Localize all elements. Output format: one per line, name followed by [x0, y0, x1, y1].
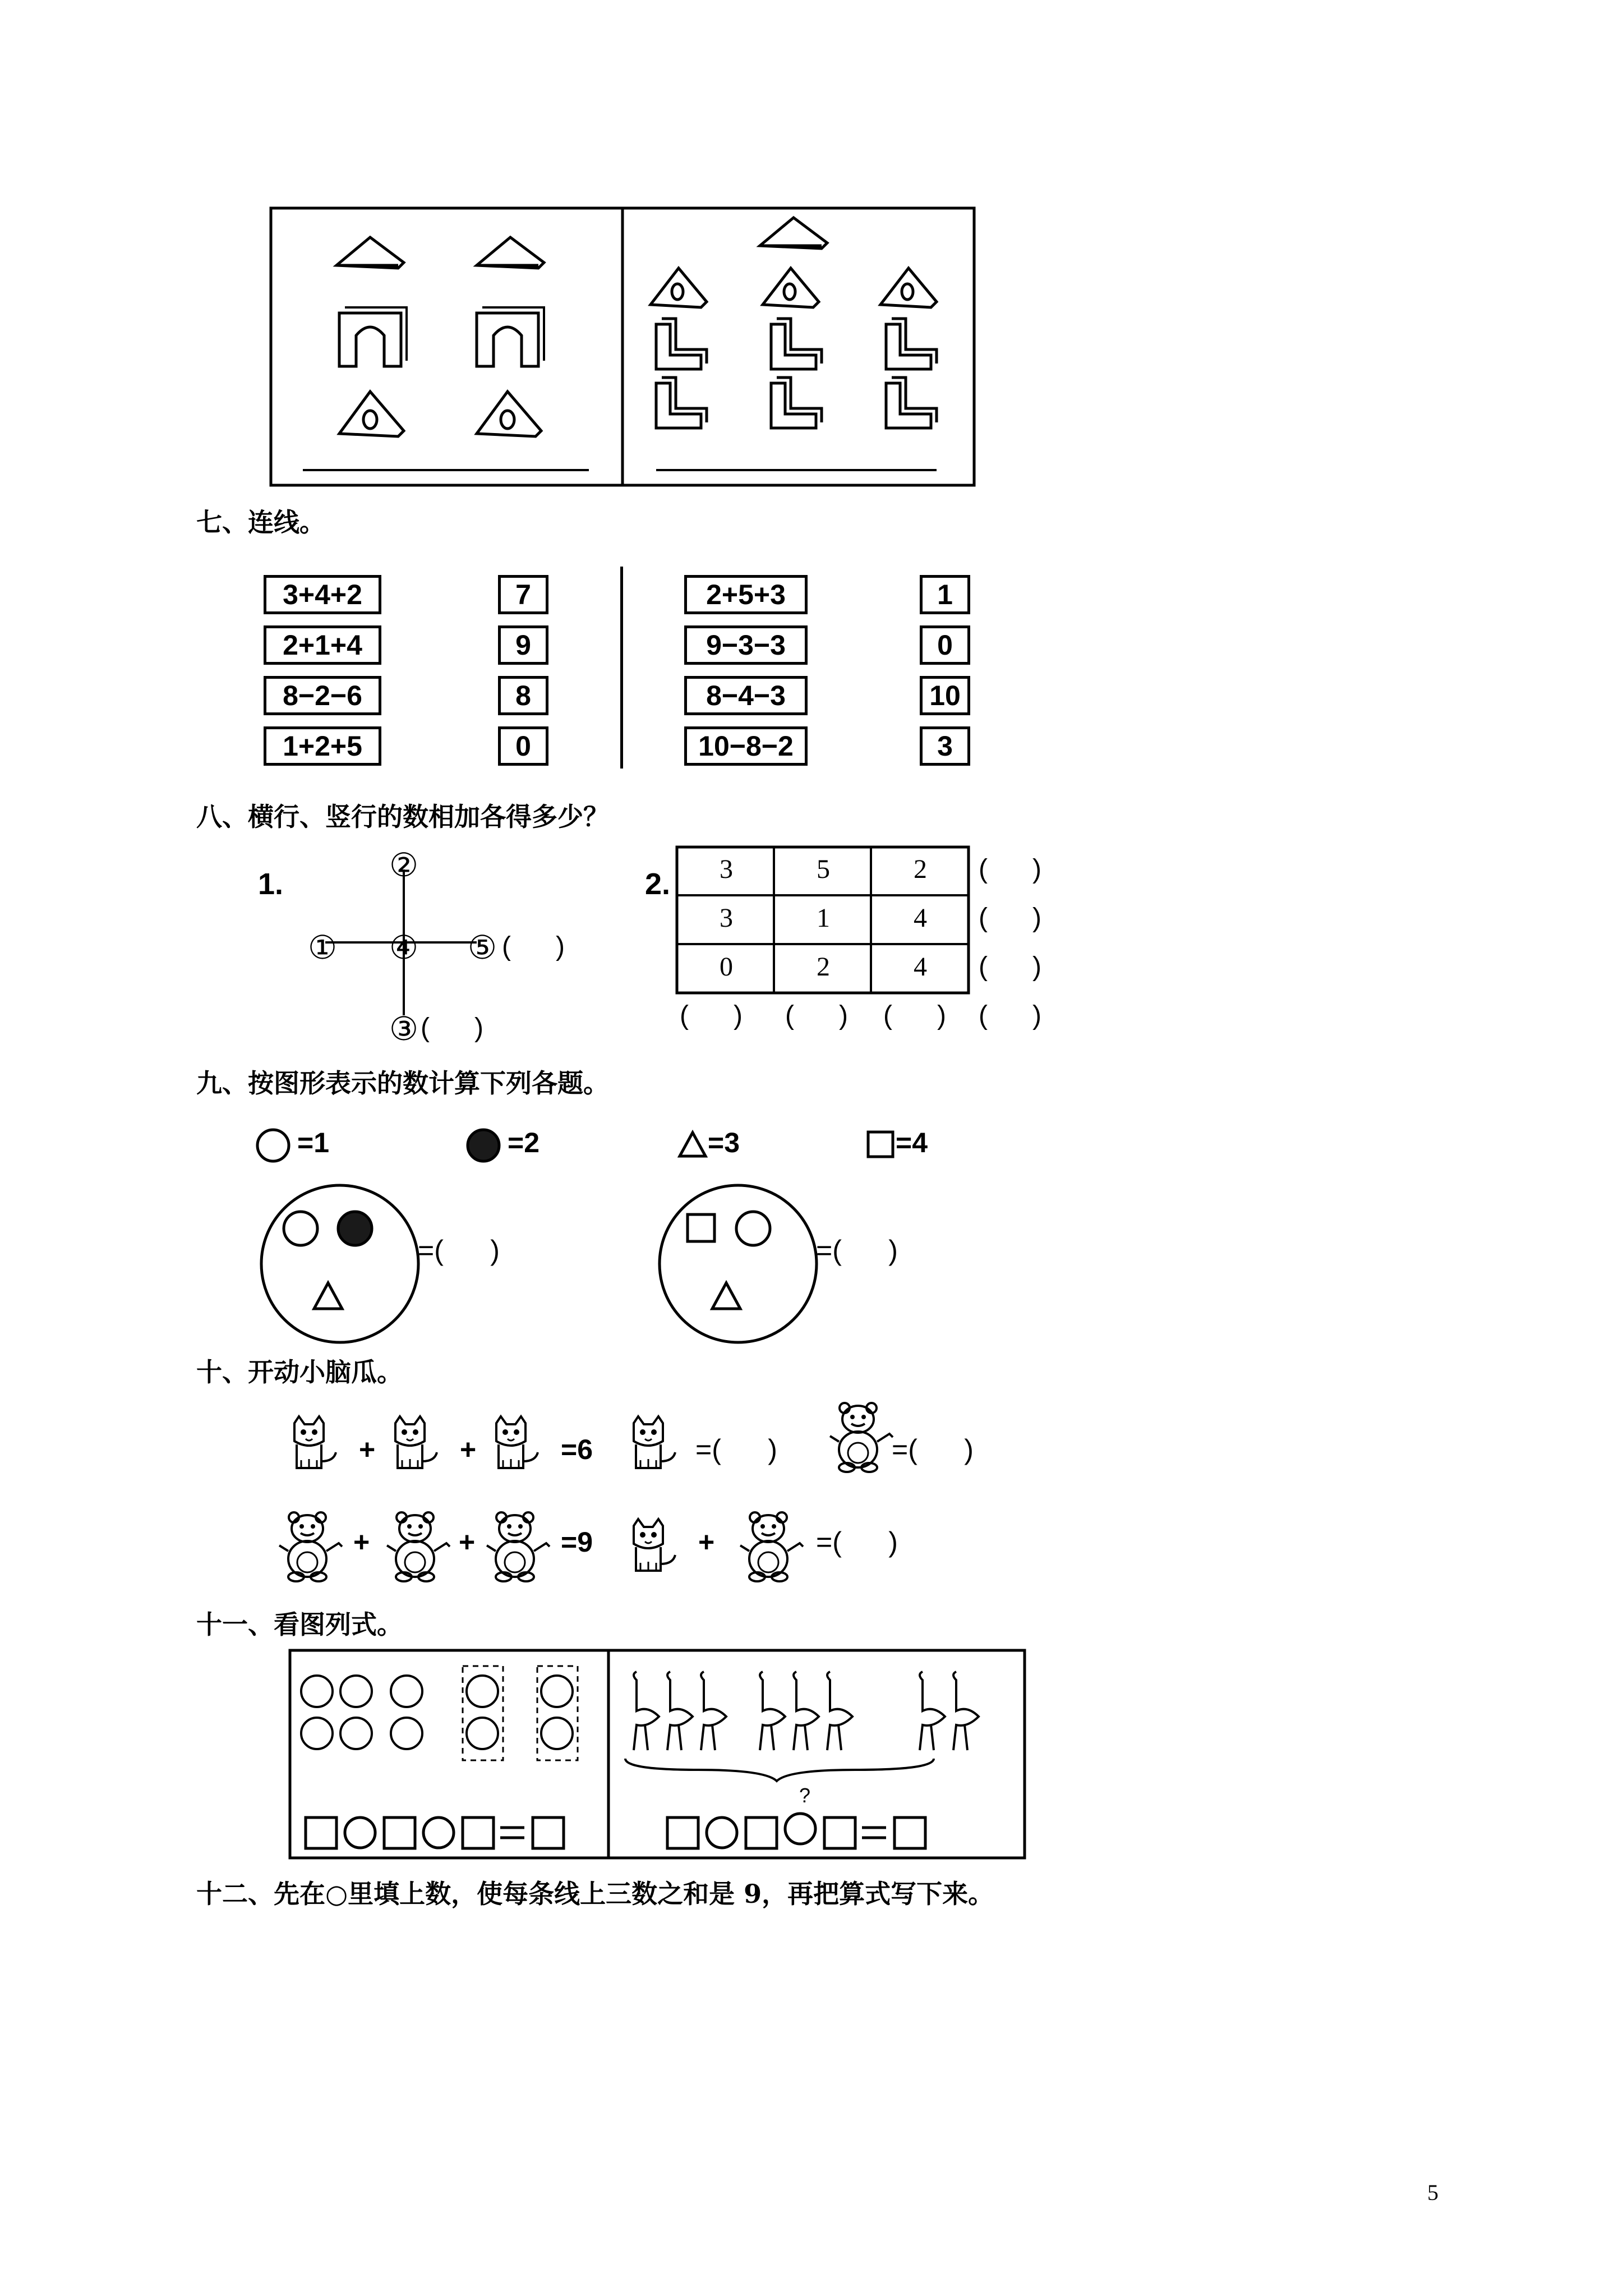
grid-cell: 0	[720, 952, 733, 982]
column-sum-blank[interactable]: ( )	[979, 1001, 1041, 1030]
plus-sign: +	[460, 1434, 477, 1465]
cross-top-number: ②	[389, 847, 418, 884]
shape-count-box	[269, 206, 976, 487]
arch-block-icon	[339, 307, 407, 366]
grid-cell: 2	[817, 952, 830, 982]
cat-icon	[390, 1416, 446, 1478]
shape-face-2	[655, 1181, 823, 1349]
equals-nine: =9	[561, 1526, 593, 1558]
plus-sign: +	[359, 1434, 376, 1465]
answer-box[interactable]: 0	[498, 726, 548, 766]
answer-box[interactable]: 0	[920, 625, 970, 665]
grid-cell: 3	[720, 854, 733, 884]
expression-box[interactable]: 9−3−3	[684, 625, 808, 665]
row-sum-blank[interactable]: ( )	[979, 952, 1041, 982]
plus-sign: +	[353, 1526, 370, 1558]
square-icon	[688, 1214, 714, 1241]
l-block-icon	[771, 319, 822, 369]
triangle-prism-icon	[336, 237, 404, 268]
question-number: 1.	[258, 867, 284, 901]
grid-cell: 5	[817, 854, 830, 884]
l-block-icon	[886, 319, 937, 369]
equals-six: =6	[561, 1434, 593, 1465]
answer-blank[interactable]: =( )	[816, 1235, 898, 1266]
legend-value: =3	[708, 1127, 740, 1158]
section10-heading: 十、开动小脑瓜。	[196, 1357, 403, 1387]
expression-box[interactable]: 1+2+5	[264, 726, 381, 766]
page-number: 5	[1427, 2180, 1438, 2205]
cross-right-number: ⑤	[468, 930, 497, 966]
circle-icon	[284, 1212, 317, 1245]
answer-box[interactable]: 1	[920, 575, 970, 614]
grid-cell: 2	[914, 854, 927, 884]
expression-box[interactable]: 10−8−2	[684, 726, 808, 766]
section11-heading: 十一、看图列式。	[196, 1609, 403, 1640]
expression-box[interactable]: 2+5+3	[684, 575, 808, 614]
triangle-icon	[679, 1130, 712, 1164]
cat-icon	[628, 1519, 684, 1581]
question-number: 2.	[645, 867, 671, 901]
triangle-prism-icon	[477, 237, 544, 268]
triangle-icon	[712, 1283, 740, 1309]
divider-line	[620, 567, 623, 769]
triangle-icon	[314, 1283, 342, 1309]
answer-box[interactable]: 3	[920, 726, 970, 766]
picture-equation-box	[289, 1649, 1029, 1862]
grid-cell: 4	[914, 952, 927, 982]
cross-left-number: ①	[308, 930, 337, 966]
filled-circle-icon	[465, 1128, 505, 1167]
answer-blank[interactable]: =( )	[892, 1434, 974, 1465]
answer-box[interactable]: 7	[498, 575, 548, 614]
legend-value: =1	[297, 1127, 330, 1158]
filled-circle-icon	[338, 1212, 372, 1245]
section8-heading: 八、横行、竖行的数相加各得多少？	[196, 802, 609, 832]
l-block-icon	[771, 378, 822, 428]
plus-sign: +	[459, 1526, 476, 1558]
triangle-hole-block-icon	[477, 392, 541, 436]
triangle-hole-block-icon	[651, 268, 707, 307]
column-sum-blank[interactable]: ( )	[785, 1001, 848, 1030]
answer-box[interactable]: 10	[920, 676, 970, 715]
shape-face-1	[257, 1181, 425, 1349]
l-block-icon	[656, 319, 707, 369]
circle-icon	[255, 1128, 294, 1167]
triangle-hole-block-icon	[763, 268, 819, 307]
expression-box[interactable]: 8−2−6	[264, 676, 381, 715]
cross-center-number: ④	[389, 930, 418, 966]
legend-value: =2	[508, 1127, 540, 1158]
grid-cell: 1	[817, 903, 830, 933]
l-block-icon	[656, 378, 707, 428]
cat-icon	[491, 1416, 547, 1478]
cat-icon	[289, 1416, 345, 1478]
circle-icon	[736, 1212, 770, 1245]
row-sum-blank[interactable]: ( )	[979, 903, 1041, 933]
answer-blank[interactable]: =( )	[816, 1526, 898, 1558]
plus-sign: +	[698, 1526, 715, 1558]
column-sum-blank[interactable]: ( )	[883, 1001, 946, 1030]
triangle-prism-icon	[760, 218, 827, 249]
bear-icon	[746, 1512, 813, 1585]
question-mark: ?	[799, 1784, 811, 1807]
arch-block-icon	[477, 307, 544, 366]
answer-box[interactable]: 9	[498, 625, 548, 665]
row-sum-blank[interactable]: ( )	[502, 932, 565, 961]
answer-box[interactable]: 8	[498, 676, 548, 715]
section9-heading: 九、按图形表示的数计算下列各题。	[196, 1068, 609, 1098]
answer-blank[interactable]: =( )	[418, 1235, 500, 1266]
section7-heading: 七、连线。	[196, 507, 325, 537]
expression-box[interactable]: 8−4−3	[684, 676, 808, 715]
square-icon	[866, 1130, 900, 1164]
legend-value: =4	[896, 1127, 928, 1158]
bear-icon	[492, 1512, 560, 1585]
bear-icon	[393, 1512, 460, 1585]
l-block-icon	[886, 378, 937, 428]
triangle-hole-block-icon	[339, 392, 404, 436]
section12-heading: 十二、先在○里填上数，使每条线上三数之和是 9，再把算式写下来。	[196, 1879, 994, 1909]
grid-cell: 4	[914, 903, 927, 933]
row-sum-blank[interactable]: ( )	[979, 854, 1041, 884]
expression-box[interactable]: 3+4+2	[264, 575, 381, 614]
expression-box[interactable]: 2+1+4	[264, 625, 381, 665]
grid-cell: 3	[720, 903, 733, 933]
answer-blank[interactable]: =( )	[695, 1434, 777, 1465]
triangle-hole-block-icon	[880, 268, 937, 307]
cross-bottom-number: ③	[389, 1011, 418, 1047]
shape-count-figure	[269, 206, 976, 487]
column-sum-blank[interactable]: ( )	[421, 1013, 483, 1043]
column-sum-blank[interactable]: ( )	[680, 1001, 743, 1030]
cat-icon	[628, 1416, 684, 1478]
bear-icon	[285, 1512, 352, 1585]
